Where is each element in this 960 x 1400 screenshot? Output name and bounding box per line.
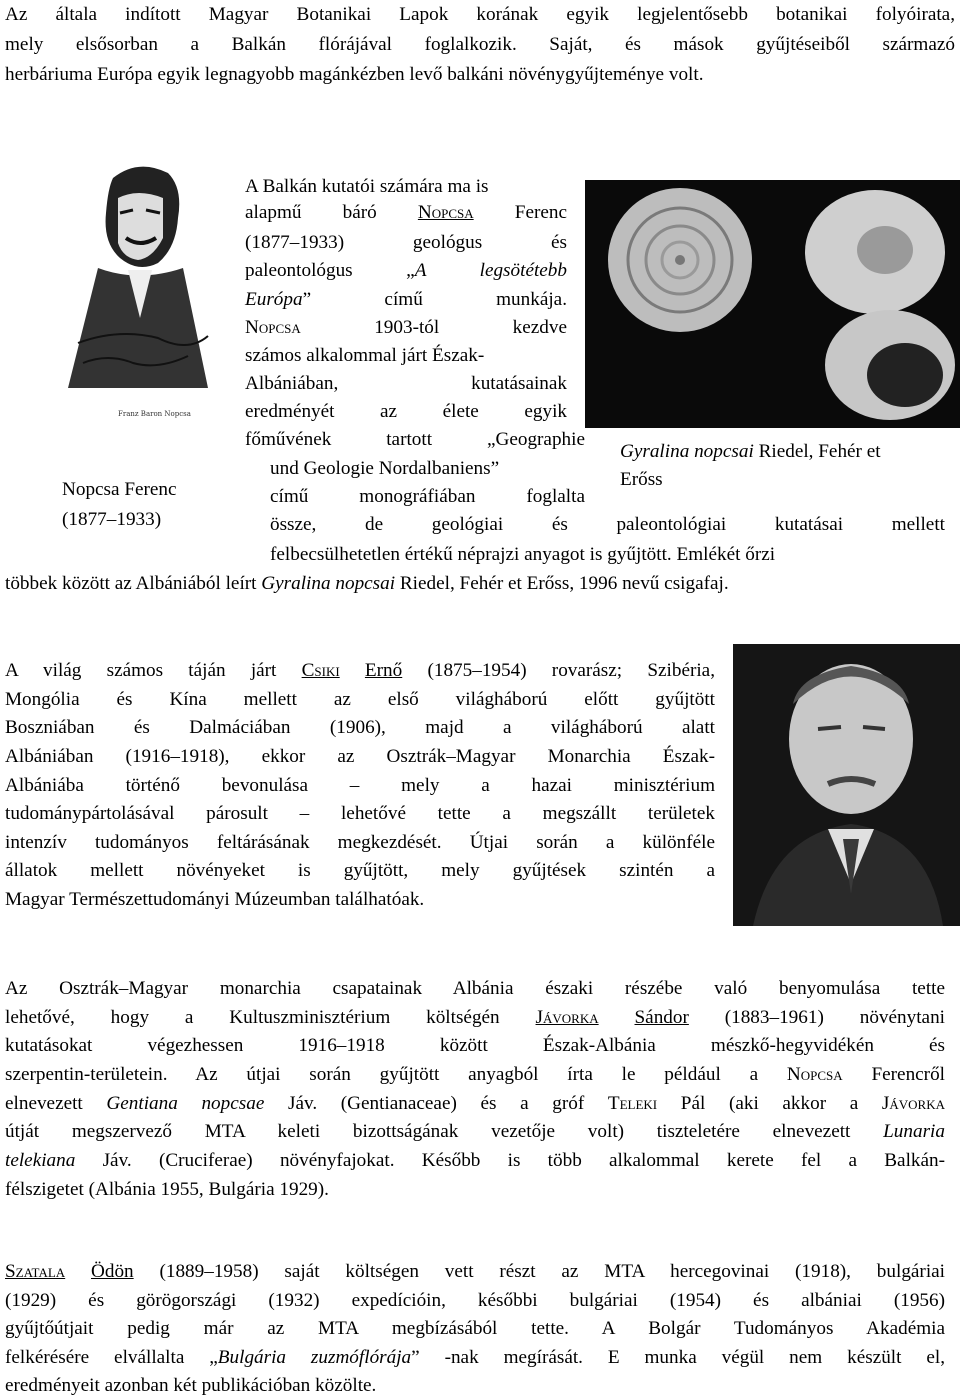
- csiki-text-line: Boszniában és Dalmáciában (1906), majd a világháború alatt: [5, 717, 715, 738]
- szatala-text-line: gyűjtőútjait pedig már az MTA megbízásából tette. A Bolgár Tudományos Akadémia: [5, 1318, 945, 1339]
- csiki-text-line: intenzív tudományos feltárásának megkezdését. Útjai során a különféle: [5, 832, 715, 853]
- person-name: Jávorka: [881, 1093, 945, 1114]
- nopcsa-text-line: össze, de geológiai és paleontológiai kutatásai mellett: [270, 514, 945, 535]
- szatala-text-line: eredményeit azonban két publikációban közölte.: [5, 1375, 377, 1396]
- javorka-text-line: Az Osztrák–Magyar monarchia csapatainak Albánia északi részébe való benyomulása tette: [5, 978, 945, 999]
- csiki-text-line: Mongólia és Kína mellett az első világháború előtt gyűjtött: [5, 689, 715, 710]
- person-name: Teleki: [607, 1093, 658, 1114]
- portrait-caption-name: Nopcsa Ferenc: [62, 479, 177, 500]
- person-name: Nopcsa: [786, 1064, 843, 1085]
- javorka-text-line: lehetővé, hogy a Kultuszminisztérium költségén Jávorka Sándor (1883–1961) növénytani: [5, 1007, 945, 1028]
- nopcsa-text-line: felbecsülhetetlen értékű néprajzi anyagot is gyűjtött. Emlékét őrzi: [270, 544, 776, 565]
- person-name: Szatala: [5, 1261, 66, 1282]
- species-name: Gyralina nopcsai: [261, 573, 396, 594]
- javorka-text-line: szerpentin-területein. Az útjai során gyűjtött anyagból írta le például a Nopcsa Ferencről: [5, 1064, 945, 1085]
- person-name: Nopcsa: [245, 317, 301, 338]
- species-name: Gentiana nopcsae: [106, 1093, 265, 1114]
- nopcsa-text-line: Nopcsa 1903-tól kezdve: [245, 317, 567, 338]
- nopcsa-text-line: paleontológus „A legsötétebb: [245, 260, 567, 281]
- person-name: Csiki: [301, 660, 340, 681]
- nopcsa-text-line: und Geologie Nordalbaniens”: [270, 458, 500, 479]
- csiki-text-line: Albániába történő bevonulása – mely a hazai minisztérium: [5, 775, 715, 796]
- portrait-signature: Franz Baron Nopcsa: [118, 410, 191, 418]
- szatala-text-line: felkérésére elvállalta „Bulgária zuzmóflórája” -nak megírását. E munka végül nem készült el,: [5, 1347, 945, 1368]
- nopcsa-text-line: (1877–1933) geológus és: [245, 232, 567, 253]
- intro-line: Az általa indított Magyar Botanikai Lapok korának egyik legjelentősebb botanikai folyóirata,: [5, 4, 955, 25]
- csiki-text-line: tudománypártolásával párosult – lehetővé tette a megszállt területek: [5, 803, 715, 824]
- nopcsa-portrait-image: [58, 158, 218, 443]
- shell-caption: Erőss: [620, 469, 663, 490]
- person-name: Sándor: [634, 1007, 689, 1028]
- species-name: Lunaria: [883, 1121, 945, 1142]
- gyralina-shell-photo: [585, 180, 960, 428]
- javorka-text-line: kutatásokat végezhessen 1916–1918 között Észak-Albánia mészkő-hegyvidékén és: [5, 1035, 945, 1056]
- nopcsa-text-line: többek között az Albániából leírt Gyralina nopcsai Riedel, Fehér et Erőss, 1996 nevű csigafaj.: [5, 573, 729, 594]
- person-name: Ernő: [364, 660, 403, 681]
- species-name: telekiana: [5, 1150, 76, 1171]
- nopcsa-text-line: alapmű báró Nopcsa Ferenc: [245, 202, 567, 223]
- szatala-text-line: (1929) és görögországi (1932) expedícióin, későbbi bulgáriai (1954) és albániai (1956): [5, 1290, 945, 1311]
- person-name: Jávorka: [535, 1007, 599, 1028]
- javorka-text-line: elnevezett Gentiana nopcsae Jáv. (Gentianaceae) és a gróf Teleki Pál (aki akkor a Jávorka: [5, 1093, 945, 1114]
- nopcsa-text-line: számos alkalommal járt Észak-: [245, 345, 485, 366]
- javorka-text-line: telekiana Jáv. (Cruciferae) növényfajokat. Később is több alkalommal kerete fel a Balkán-: [5, 1150, 945, 1171]
- nopcsa-text-line: című monográfiában foglalta: [270, 486, 585, 507]
- csiki-text-line: Magyar Természettudományi Múzeumban találhatóak.: [5, 889, 425, 910]
- book-title: Európa: [245, 289, 303, 310]
- javorka-text-line: útját megszervező MTA keleti bizottságának vezetője volt) tiszteletére elnevezett Lunaria: [5, 1121, 945, 1142]
- nopcsa-text-line: eredményét az élete egyik: [245, 401, 567, 422]
- csiki-text-line: Albániában (1916–1918), ekkor az Osztrák–Magyar Monarchia Észak-: [5, 746, 715, 767]
- portrait-caption-years: (1877–1933): [62, 509, 162, 530]
- intro-line: mely elsősorban a Balkán flórájával foglalkozik. Saját, és mások gyűjtéseiből származó: [5, 34, 955, 55]
- nopcsa-text-line: Európa” című munkája.: [245, 289, 567, 310]
- nopcsa-text-line: Albániában, kutatásainak: [245, 373, 567, 394]
- intro-line: herbáriuma Európa egyik legnagyobb magánkézben levő balkáni növénygyűjteménye volt.: [5, 64, 704, 85]
- nopcsa-text-line: A Balkán kutatói számára ma is: [245, 176, 489, 197]
- species-name: Gyralina nopcsai: [620, 441, 754, 462]
- csiki-portrait-photo: [733, 644, 960, 926]
- person-name: Ödön: [91, 1261, 134, 1282]
- book-title: A legsötétebb: [414, 260, 567, 281]
- csiki-text-line: A világ számos táján járt Csiki Ernő (1875–1954) rovarász; Szibéria,: [5, 660, 715, 681]
- shell-caption: Gyralina nopcsai Riedel, Fehér et: [620, 441, 881, 462]
- javorka-text-line: félszigetet (Albánia 1955, Bulgária 1929).: [5, 1179, 329, 1200]
- csiki-text-line: állatok mellett növényeket is gyűjtött, mely gyűjtések szintén a: [5, 860, 715, 881]
- book-title: Bulgária zuzmóflórája: [217, 1347, 412, 1368]
- person-name: Nopcsa: [417, 202, 474, 223]
- szatala-text-line: Szatala Ödön (1889–1958) saját költségen vett részt az MTA hercegovinai (1918), bulgáriai: [5, 1261, 945, 1282]
- nopcsa-text-line: főművének tartott „Geographie: [245, 429, 585, 450]
